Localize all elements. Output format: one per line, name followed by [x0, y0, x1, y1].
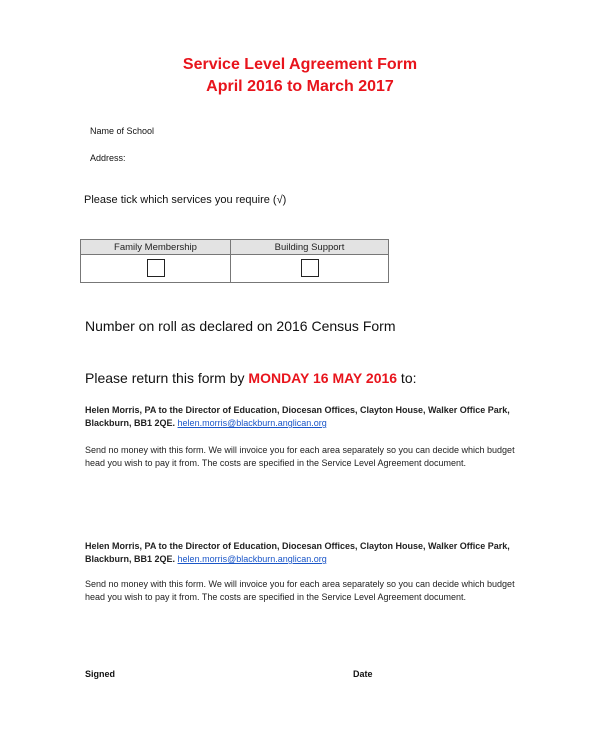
billing-note-1: Send no money with this form. We will invoice you for each area separately so you can decide which budget head you wish to pay it from. The costs are specified in the Service Level Agreement document. [85, 445, 515, 468]
return-deadline: MONDAY 16 MAY 2016 [248, 370, 398, 386]
census-text: Number on roll as declared on 2016 Census Form [85, 318, 396, 334]
signed-label: Signed [85, 669, 116, 679]
contact-address-line1: Helen Morris, PA to the Director of Education, Diocesan Offices, Clayton House, Walker Office Park, [85, 541, 510, 551]
services-checkbox-row [81, 255, 389, 283]
building-support-cell [231, 255, 389, 283]
contact-address-line1: Helen Morris, PA to the Director of Education, Diocesan Offices, Clayton House, Walker Office Park, [85, 405, 510, 415]
return-instruction [85, 370, 417, 386]
form-period: April 2016 to March 2017 [206, 78, 394, 95]
contact-address-line2: Blackburn, BB1 2QE. helen.morris@blackburn.anglican.org [85, 418, 327, 428]
date-label: Date [353, 669, 373, 679]
form-title: Service Level Agreement Form [182, 56, 418, 73]
return-prefix: Please return this form by [85, 370, 249, 386]
contact-address-2 [85, 540, 525, 566]
column-building-support: Building Support [231, 240, 389, 255]
contact-address-line2: Blackburn, BB1 2QE. helen.morris@blackburn.anglican.org [85, 554, 327, 564]
contact-email-link[interactable]: helen.morris@blackburn.anglican.org [177, 418, 327, 428]
address-label: Address: [90, 153, 126, 163]
billing-note-2: Send no money with this form. We will invoice you for each area separately so you can decide which budget head you wish to pay it from. The costs are specified in the Service Level Agreement document. [85, 579, 515, 602]
contact-address-1 [85, 404, 525, 430]
building-support-checkbox[interactable] [301, 259, 319, 277]
family-membership-checkbox[interactable] [147, 259, 165, 277]
school-name-label: Name of School [90, 126, 155, 136]
family-membership-cell [81, 255, 231, 283]
services-instruction: Please tick which services you require (√) [84, 194, 287, 206]
column-family-membership: Family Membership [81, 240, 231, 255]
return-suffix: to: [397, 370, 417, 386]
services-table [80, 239, 389, 283]
services-header-row [81, 240, 389, 255]
contact-email-link[interactable]: helen.morris@blackburn.anglican.org [177, 554, 327, 564]
